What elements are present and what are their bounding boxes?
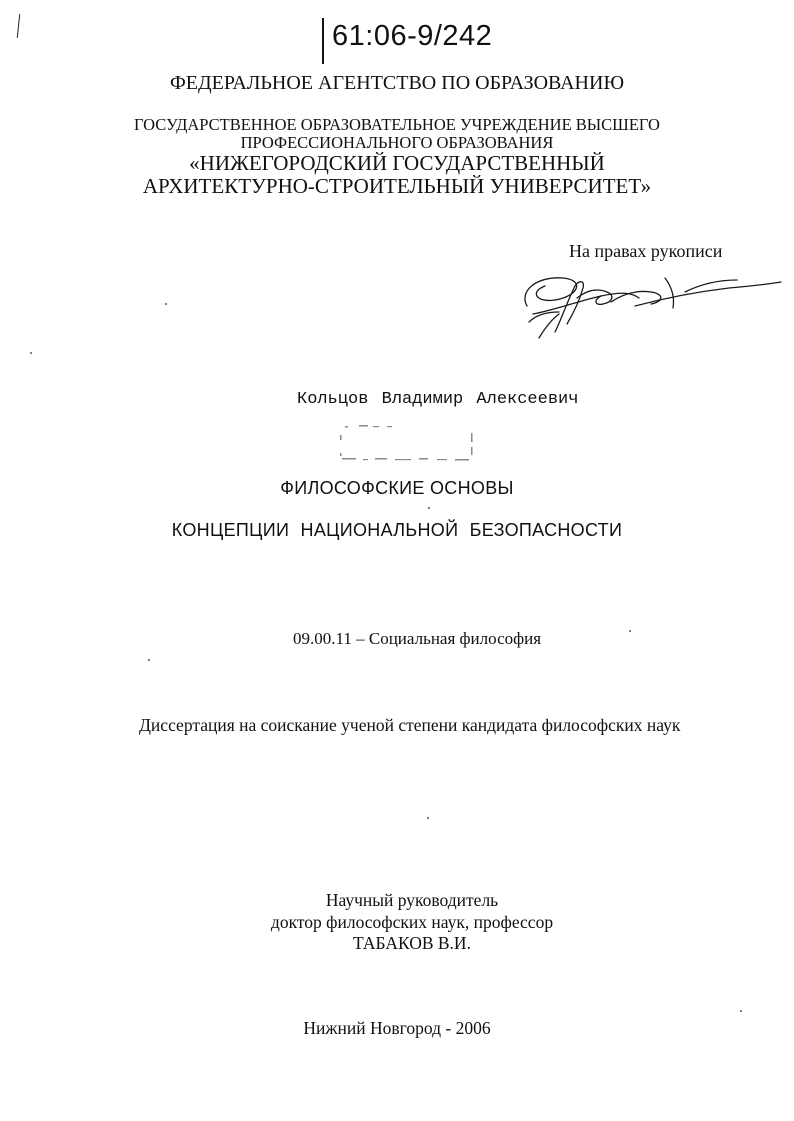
dissertation-title-line-1: ФИЛОСОФСКИЕ ОСНОВЫ xyxy=(280,478,514,498)
institution-line-2: ПРОФЕССИОНАЛЬНОГО ОБРАЗОВАНИЯ xyxy=(240,133,554,152)
degree-statement: Диссертация на соискание ученой степени кандидата философских наук xyxy=(139,715,681,735)
author-signature xyxy=(515,262,785,342)
manuscript-rights-note: На правах рукописи xyxy=(569,241,723,261)
scan-speck xyxy=(148,659,150,661)
city-and-year: Нижний Новгород - 2006 xyxy=(303,1018,491,1038)
supervisor-degree: доктор философских наук, профессор xyxy=(270,912,554,932)
institution-line-1: ГОСУДАРСТВЕННОЕ ОБРАЗОВАТЕЛЬНОЕ УЧРЕЖДЕНИЕ ВЫСШЕГО xyxy=(134,115,660,134)
specialty-code: 09.00.11 – Социальная философия xyxy=(293,629,542,648)
university-name-line-1: «НИЖЕГОРОДСКИЙ ГОСУДАРСТВЕННЫЙ xyxy=(189,151,605,175)
supervisor-role: Научный руководитель xyxy=(325,890,499,910)
scan-speck xyxy=(30,352,32,354)
corner-mark xyxy=(17,14,21,38)
supervisor-name: ТАБАКОВ В.И. xyxy=(353,933,471,953)
scan-speck xyxy=(428,507,430,509)
scan-speck xyxy=(427,817,429,819)
university-name-line-2: АРХИТЕКТУРНО-СТРОИТЕЛЬНЫЙ УНИВЕРСИТЕТ» xyxy=(142,174,652,198)
dissertation-title-line-2: КОНЦЕПЦИИ НАЦИОНАЛЬНОЙ БЕЗОПАСНОСТИ xyxy=(171,520,623,540)
blurred-scan-artifact xyxy=(337,423,477,465)
scan-speck xyxy=(629,630,631,632)
scan-speck xyxy=(740,1010,742,1012)
archive-stamp-bar xyxy=(322,18,324,64)
archive-stamp-number: 61:06-9/242 xyxy=(332,20,493,52)
scan-speck xyxy=(165,303,167,305)
author-name: Кольцов Владимир Алексеевич xyxy=(297,390,579,409)
agency-name: ФЕДЕРАЛЬНОЕ АГЕНТСТВО ПО ОБРАЗОВАНИЮ xyxy=(169,72,624,94)
